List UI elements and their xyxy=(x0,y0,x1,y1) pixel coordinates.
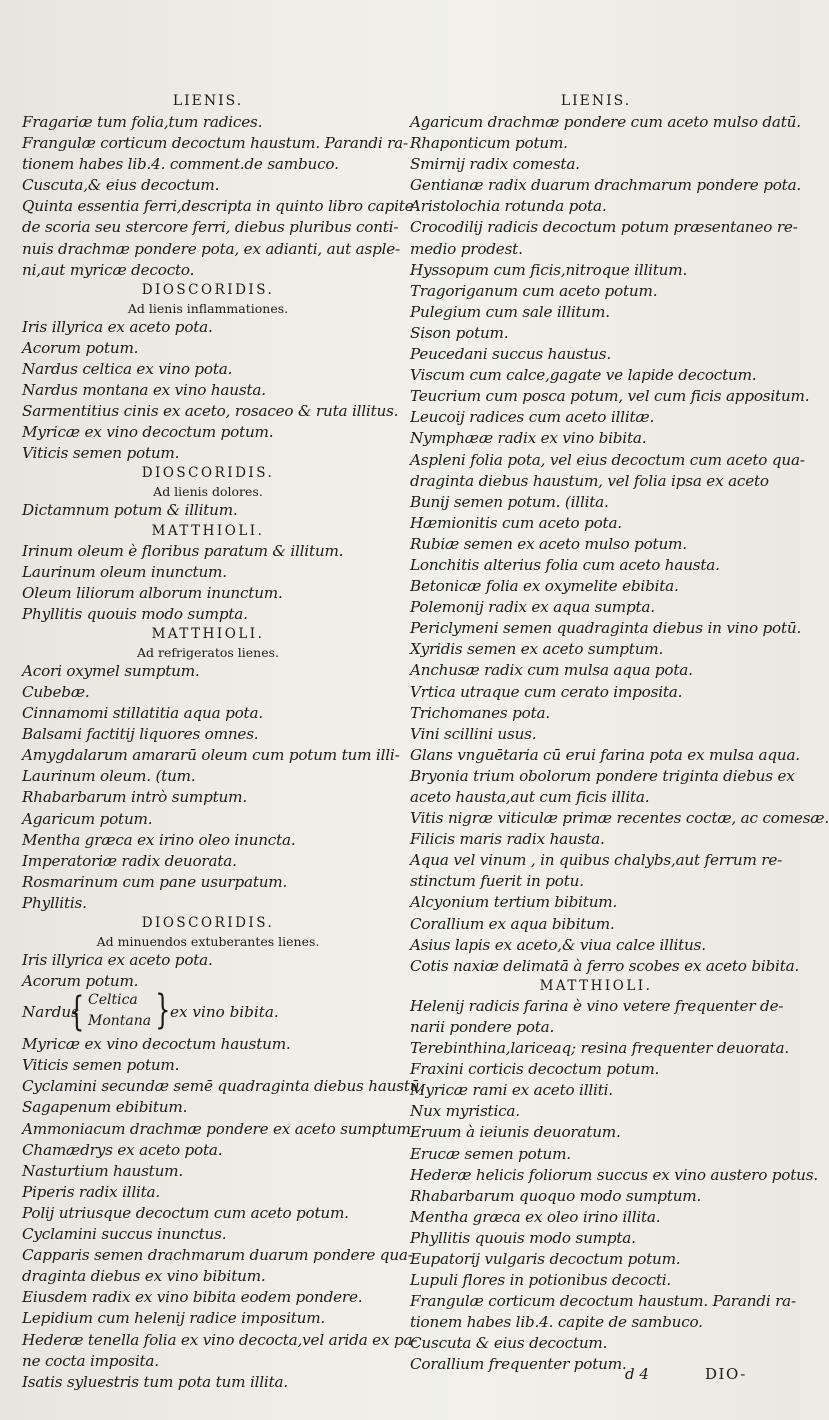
entry-line: Aristolochia rotunda pota. xyxy=(410,197,607,216)
signature-mark: d 4 xyxy=(625,1365,649,1383)
entry-line: Iris illyrica ex aceto pota. xyxy=(22,951,213,969)
catchword: DIO- xyxy=(705,1365,747,1383)
entry-line: Teucrium cum posca potum, vel cum ficis appositum. xyxy=(410,387,810,406)
entry-line: Myricæ ex vino decoctum potum. xyxy=(22,423,274,442)
running-head-left: LIENIS. xyxy=(172,93,244,109)
entry-line: Ammoniacum drachmæ pondere ex aceto sumptum. xyxy=(22,1119,416,1138)
entry-line: Iris illyrica ex aceto pota. xyxy=(22,317,213,336)
entry-line: Sagapenum ebibitum. xyxy=(22,1098,188,1117)
entry-line: Aqua vel vinum , in quibus chalybs,aut ferrum re- xyxy=(410,851,783,870)
entry-line: Phyllitis quouis modo sumpta. xyxy=(410,1228,636,1247)
entry-line: Hederæ helicis foliorum succus ex vino austero potus. xyxy=(410,1165,818,1184)
section-subheading: Ad refrigeratos lienes. xyxy=(137,644,279,660)
entry-line: Cyclamini secundæ semē quadraginta diebus haustū. xyxy=(22,1077,424,1096)
entry-line: Mentha græca ex oleo irino illita. xyxy=(410,1207,661,1226)
entry-line: Alcyonium tertium bibitum. xyxy=(410,893,618,912)
section-heading: DIOSCORIDIS. xyxy=(141,465,275,482)
entry-line: Lepidium cum helenij radice impositum. xyxy=(22,1309,326,1328)
section-entries xyxy=(22,541,394,625)
entry-line: Leucoij radices cum aceto illitæ. xyxy=(410,408,655,427)
section-subheading: Ad lienis dolores. xyxy=(153,484,263,500)
left-entries-intro xyxy=(22,112,414,281)
entry-line: Phyllitis. xyxy=(22,893,87,912)
entry-line: Polij utriusque decoctum cum aceto potum. xyxy=(22,1203,349,1222)
running-head-right: LIENIS. xyxy=(560,93,632,109)
entry-line: draginta diebus haustum, vel folia ipsa ex aceto xyxy=(410,471,769,490)
section-heading: MATTHIOLI. xyxy=(539,977,653,994)
section-heading: DIOSCORIDIS. xyxy=(141,915,275,931)
section-entries xyxy=(22,950,394,992)
entry-line: Eiusdem radix ex vino bibita eodem pondere. xyxy=(22,1288,363,1307)
entry-line: Nymphææ radix ex vino bibita. xyxy=(410,429,647,448)
entry-line: Rubiæ semen ex aceto mulso potum. xyxy=(410,534,687,553)
entry-line: Filicis maris radix hausta. xyxy=(410,830,605,849)
entry-line: Fraxini corticis decoctum potum. xyxy=(410,1060,660,1079)
entry-line: Laurinum oleum inunctum. xyxy=(22,562,227,581)
entry-line: Peucedani succus haustus. xyxy=(410,345,611,364)
entry-line: Bunij semen potum. (illita. xyxy=(410,492,609,511)
entry-line: Nardus montana ex vino hausta. xyxy=(22,381,266,400)
entry-line: Myricæ ex vino decoctum haustum. xyxy=(22,1035,291,1054)
entry-line: Oleum liliorum alborum inunctum. xyxy=(22,583,283,602)
entry-line: Capparis semen drachmarum duarum pondere qua- xyxy=(22,1246,413,1265)
entry-line: Periclymeni semen quadraginta diebus in vino potū. xyxy=(410,619,802,638)
entry-line: Vrtica utraque cum cerato imposita. xyxy=(410,682,683,701)
entry-line: Vini scillini usus. xyxy=(410,724,537,743)
entry-line: Pulegium cum sale illitum. xyxy=(410,302,610,321)
entry-line: Fragariæ tum folia,tum radices. xyxy=(22,113,263,131)
left-brace-icon: { xyxy=(69,989,85,1036)
entry-line: Agaricum drachmæ pondere cum aceto mulso datū. xyxy=(410,113,801,131)
section-subheading: Ad minuendos extuberantes lienes. xyxy=(96,934,320,949)
section-entries xyxy=(22,661,400,914)
entry-line: Xyridis semen ex aceto sumptum. xyxy=(410,640,664,659)
entry-line: tionem habes lib.4. comment.de sambuco. xyxy=(22,155,339,174)
entry-line: Isatis syluestris tum pota tum illita. xyxy=(22,1372,288,1391)
entry-line: Viticis semen potum. xyxy=(22,444,180,463)
entry-line: Polemonij radix ex aqua sumpta. xyxy=(410,598,655,617)
brace-entry xyxy=(22,989,394,1036)
entry-line: Agaricum potum. xyxy=(22,809,153,828)
entry-line: Cubebæ. xyxy=(22,682,90,701)
entry-line: Corallium ex aqua bibitum. xyxy=(410,914,615,933)
entry-line: Piperis radix illita. xyxy=(22,1182,161,1201)
page-footer xyxy=(620,1365,790,1389)
entry-line: Balsami factitij liquores omnes. xyxy=(22,725,259,744)
entry-line: ne cocta imposita. xyxy=(22,1351,159,1370)
entry-line: Hederæ tenella folia ex vino decocta,vel arida ex pa- xyxy=(22,1330,418,1349)
entry-line: draginta diebus ex vino bibitum. xyxy=(22,1267,266,1286)
entry-line: Cyclamini succus inunctus. xyxy=(22,1225,227,1244)
entry-line: Frangulæ corticum decoctum haustum. Parandi ra- xyxy=(410,1292,796,1311)
entry-line: Crocodilij radicis decoctum potum præsentaneo re- xyxy=(410,218,798,237)
entry-line: Laurinum oleum. (tum. xyxy=(22,767,196,786)
entry-line: Asius lapis ex aceto,& viua calce illitus. xyxy=(410,935,706,954)
entry-line: Rhabarbarum intrò sumptum. xyxy=(22,788,247,807)
entry-line: Nardus celtica ex vino pota. xyxy=(22,359,233,378)
entry-line: Erucæ semen potum. xyxy=(410,1144,571,1163)
entry-line: Anchusæ radix cum mulsa aqua pota. xyxy=(410,661,693,680)
entry-line: ni,aut myricæ decocto. xyxy=(22,260,195,279)
entry-line: Nasturtium haustum. xyxy=(22,1161,183,1180)
brace-option-top: Celtica xyxy=(88,992,138,1009)
entry-line: Lupuli flores in potionibus decocti. xyxy=(410,1271,672,1290)
section-heading: MATTHIOLI. xyxy=(151,522,265,539)
entry-line: Phyllitis quouis modo sumpta. xyxy=(22,604,248,623)
entry-line: Quinta essentia ferri,descripta in quinto libro capite xyxy=(22,197,414,216)
entry-line: Terebinthina,lariceaq; resina frequenter deuorata. xyxy=(410,1039,790,1058)
entry-line: Chamædrys ex aceto pota. xyxy=(22,1140,223,1159)
entry-line: Sison potum. xyxy=(410,323,509,342)
entry-line: nuis drachmæ pondere pota, ex adianti, aut asple- xyxy=(22,239,400,258)
entry-line: Myricæ rami ex aceto illiti. xyxy=(410,1081,613,1100)
entry-line: Gentianæ radix duarum drachmarum pondere pota. xyxy=(410,176,802,195)
entry-line: Acori oxymel sumptum. xyxy=(22,661,200,680)
entry-line: Aspleni folia pota, vel eius decoctum cum aceto qua- xyxy=(410,450,805,469)
entry-line: Viscum cum calce,gagate ve lapide decoctum. xyxy=(410,366,757,385)
section-entries xyxy=(22,500,394,521)
entry-line: Cinnamomi stillatitia aqua pota. xyxy=(22,704,263,723)
entry-line: Tragoriganum cum aceto potum. xyxy=(410,281,658,300)
entry-line: Mentha græca ex irino oleo inuncta. xyxy=(22,830,296,849)
section-entries xyxy=(410,996,818,1376)
entry-line: Cotis naxiæ delimatā à ferro scobes ex aceto bibita. xyxy=(410,956,800,975)
entry-line: Cuscuta,& eius decoctum. xyxy=(22,176,220,195)
right-entries xyxy=(410,112,829,977)
entry-line: Glans vnguētaria cū erui farina pota ex mulsa aqua. xyxy=(410,745,800,764)
entry-line: Vitis nigræ viticulæ primæ recentes coctæ, ac comesæ. xyxy=(410,809,829,828)
entry-line: Lonchitis alterius folia cum aceto hausta. xyxy=(410,555,720,574)
entry-line: Dictamnum potum & illitum. xyxy=(22,501,238,520)
entry-line: Trichomanes pota. xyxy=(410,703,550,722)
entry-line: aceto hausta,aut cum ficis illita. xyxy=(410,788,650,806)
entry-line: Hyssopum cum ficis,nitroque illitum. xyxy=(410,260,688,279)
entry-line: Nux myristica. xyxy=(410,1102,520,1121)
section-subheading: Ad lienis inflammationes. xyxy=(127,300,289,316)
entry-line: Rhabarbarum quoquo modo sumptum. xyxy=(410,1186,702,1205)
brace-entry-rest: ex vino bibita. xyxy=(170,1003,279,1022)
right-brace-icon: { xyxy=(155,989,171,1036)
brace-option-bottom: Montana xyxy=(88,1013,152,1030)
entry-line: Sarmentitius cinis ex aceto, rosaceo & ruta illitus. xyxy=(22,402,399,421)
brace-entry-name: Nardus xyxy=(22,1003,79,1022)
entry-line: Amygdalarum amararū oleum cum potum tum illi- xyxy=(22,746,400,765)
section-entries xyxy=(22,317,399,465)
entry-line: stinctum fuerit in potu. xyxy=(410,872,584,891)
entry-line: Viticis semen potum. xyxy=(22,1056,180,1075)
section-entries xyxy=(22,1034,424,1393)
entry-line: Cuscuta & eius decoctum. xyxy=(410,1334,608,1353)
entry-line: Acorum potum. xyxy=(22,972,139,991)
entry-line: Smirnij radix comesta. xyxy=(410,155,580,174)
entry-line: Eupatorij vulgaris decoctum potum. xyxy=(410,1249,681,1268)
left-column xyxy=(22,90,424,1393)
entry-line: Rosmarinum cum pane usurpatum. xyxy=(22,872,288,891)
entry-line: de scoria seu stercore ferri, diebus pluribus conti- xyxy=(22,218,399,237)
entry-line: Imperatoriæ radix deuorata. xyxy=(22,851,237,870)
entry-line: Frangulæ corticum decoctum haustum. Parandi ra- xyxy=(22,134,408,153)
entry-line: Helenij radicis farina è vino vetere frequenter de- xyxy=(410,996,784,1015)
entry-line: Bryonia trium obolorum pondere triginta diebus ex xyxy=(410,766,795,785)
entry-line: Betonicæ folia ex oxymelite ebibita. xyxy=(410,577,679,596)
entry-line: Acorum potum. xyxy=(22,338,139,357)
entry-line: narii pondere pota. xyxy=(410,1017,555,1036)
entry-line: Eruum à ieiunis deuoratum. xyxy=(410,1123,621,1142)
entry-line: Rhaponticum potum. xyxy=(410,134,568,153)
section-heading: DIOSCORIDIS. xyxy=(141,281,275,298)
entry-line: medio prodest. xyxy=(410,239,523,258)
entry-line: Irinum oleum è floribus paratum & illitum. xyxy=(22,541,344,560)
section-heading: MATTHIOLI. xyxy=(151,625,265,642)
entry-line: tionem habes lib.4. capite de sambuco. xyxy=(410,1313,703,1332)
right-column xyxy=(410,90,829,1376)
entry-line: Corallium frequenter potum. xyxy=(410,1355,627,1374)
entry-line: Hæmionitis cum aceto pota. xyxy=(410,513,622,532)
